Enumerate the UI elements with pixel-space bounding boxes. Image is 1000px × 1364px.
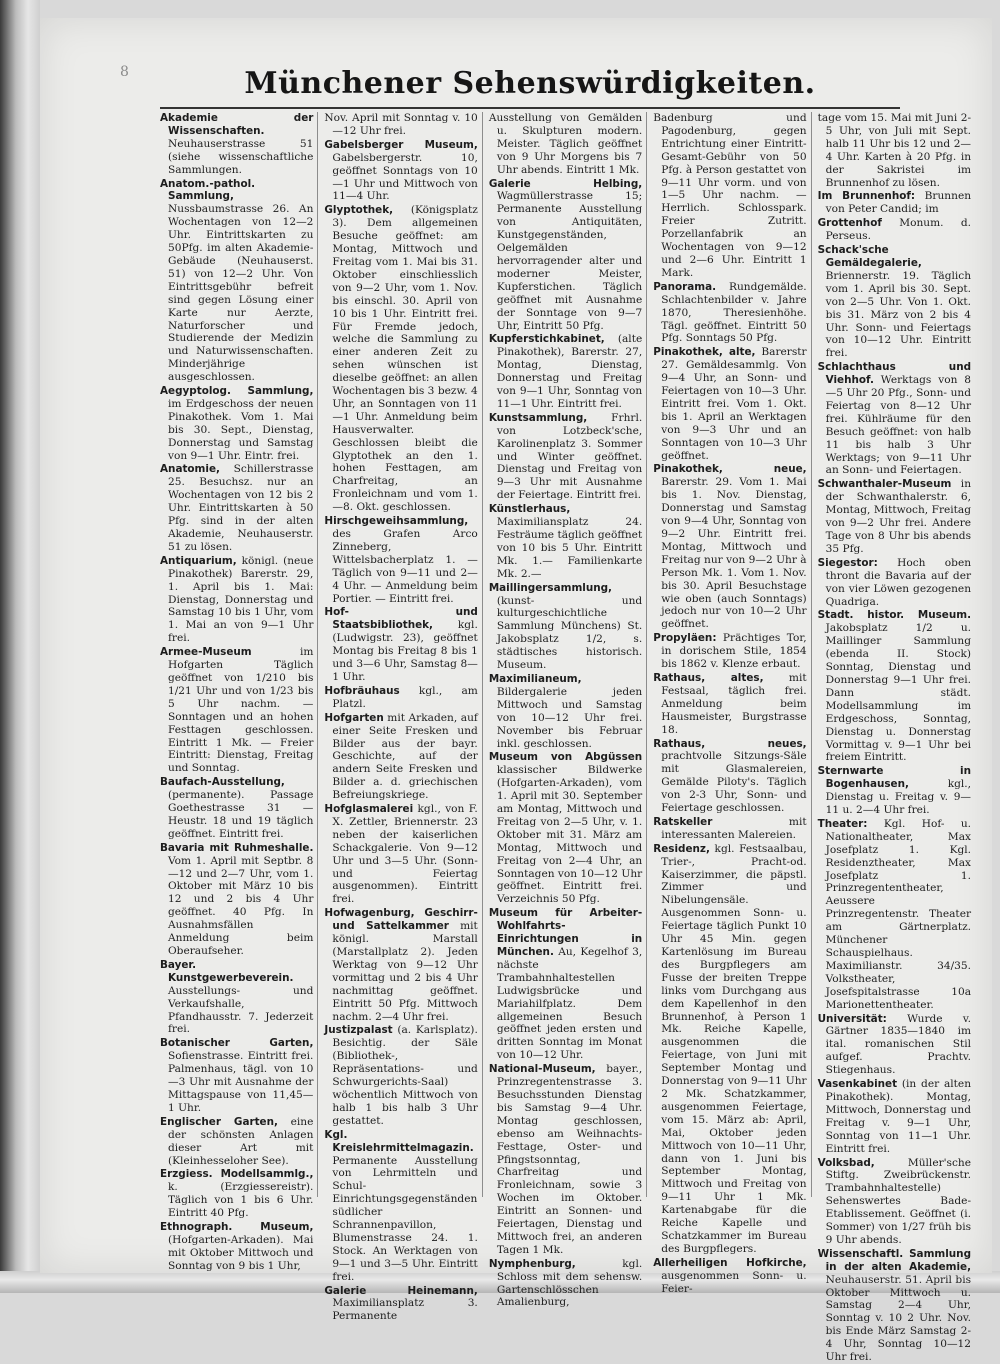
entry-heading: Baufach-Ausstellung,	[160, 776, 285, 789]
directory-entry	[653, 632, 806, 671]
directory-entry	[160, 842, 313, 958]
entry-heading: Gabelsberger Museum,	[324, 138, 478, 151]
directory-entry	[653, 112, 806, 280]
directory-entry	[818, 478, 971, 555]
entry-text: Maximiliansplatz 3. Permanente	[332, 1297, 478, 1323]
directory-entry	[818, 190, 971, 216]
entry-heading: Antiquarium,	[160, 554, 237, 567]
directory-entry	[818, 818, 971, 1012]
entry-heading: Hof- und Staatsbibliothek,	[324, 606, 478, 632]
entry-heading: Hofbräuhaus	[324, 684, 400, 697]
column-3	[488, 112, 647, 1309]
entry-text: im Hofgarten Täglich geöffnet von 1/210 bis 1/21 Uhr und von 1/23 bis 5 Uhr nachm. — Sonntagen und an hohen Festtagen geschlossen. Eintritt 1 Mk. — Freier Eintritt: Dienstag, Freitag und Sonntag.	[168, 646, 314, 775]
entry-text: Wurde v. Gärtner 1835—1840 im ital. romanischen Stil aufgef. Prachtv. Stiegenhaus.	[825, 1012, 972, 1077]
entry-text: ausgenommen Sonn- u. Feier-	[661, 1269, 807, 1295]
entry-text: Ausstellung von Gemälden u. Skulpturen modern. Meister. Täglich geöffnet von 9 Uhr Morgens bis 7 Uhr abends. Eintritt 1 Mk.	[488, 112, 643, 176]
entry-heading: Hirschgeweihsammlung,	[324, 515, 469, 528]
directory-entry	[324, 1285, 477, 1324]
entry-heading: Justizpalast	[324, 1024, 393, 1037]
entry-text: (a. Karlsplatz). Besichtig. der Säle (Bibliothek-, Repräsentations- und Schwurgerichts-Saal) wöchentlich Mittwoch von halb 1 bis halb 3 Uhr gestattet.	[332, 1024, 478, 1127]
entry-heading: Maximilianeum,	[488, 672, 582, 685]
entry-heading: Armee-Museum	[160, 646, 252, 659]
entry-heading: Aegyptolog. Sammlung,	[160, 385, 314, 398]
entry-heading: Rathaus, altes,	[653, 671, 764, 684]
entry-heading: Theater:	[817, 817, 868, 830]
directory-entry	[818, 244, 971, 360]
directory-entry	[818, 1157, 971, 1247]
entry-heading: Pinakothek, neue,	[653, 463, 807, 476]
entry-text: Kgl. Hof- u. Nationaltheater, Max Josefplatz 1. Kgl. Residenztheater, Max Josefplatz 1. Prinzregententheater, Aeussere Prinzregentenstr. Theater am Gärtnerplatz. Münchener Schauspielhaus. Maximilianstr. 34/35. Volkstheater, Josefspitalstrasse 10a Marionettentheater.	[825, 817, 972, 1011]
entry-heading: Kupferstichkabinet,	[488, 333, 605, 346]
entry-text: in der Schwanthalerstr. 6, Montag, Mittwoch, Freitag von 9—2 Uhr frei. Andere Tage von 8 Uhr bis abends 35 Pfg.	[825, 478, 972, 555]
entry-text: Nussbaumstrasse 26. An Wochentagen von 12—2 Uhr. Eintrittskarten zu 50Pfg. im alten Akademie-Gebäude (Neuhauserst. 51) von 12—2 Uhr. Von Eintrittsgebühr befreit sind gegen Lösung einer Karte nur Aerzte, Naturforscher und Studierende der Medizin und Naturwissenschaften. Minderjährige ausgeschlossen.	[168, 203, 314, 384]
entry-text: (kunst- und kulturgeschichtliche Sammlung Münchens) St. Jakobsplatz 1/2, s. städtisches historisch. Museum.	[496, 594, 643, 672]
column-4	[653, 112, 811, 1295]
directory-entry	[489, 178, 642, 333]
entry-text: kgl., von F. X. Zettler, Briennerstr. 23 neben der kaiserlichen Schackgalerie. Von 9—12 Uhr und 3—5 Uhr. (Sonn- und Feiertag ausgenommen). Eintritt frei.	[332, 803, 478, 906]
directory-entry	[324, 139, 477, 204]
entry-heading: Volksbad,	[817, 1156, 875, 1169]
directory-entry	[489, 907, 642, 1062]
entry-text: (alte Pinakothek), Barerstr. 27, Montag, Dienstag, Donnerstag und Freitag von 9—1 Uhr, Sonntag von 11—1 Uhr. Eintritt frei.	[496, 333, 643, 410]
entry-heading: Ethnograph. Museum,	[160, 1221, 314, 1234]
directory-entry	[160, 776, 313, 841]
directory-entry	[653, 281, 806, 346]
directory-entry	[324, 1024, 477, 1127]
directory-entry	[818, 1013, 971, 1078]
directory-entry	[324, 907, 477, 1023]
directory-entry	[489, 582, 642, 672]
column-1	[160, 112, 318, 1272]
entry-text: Monum. d. Perseus.	[825, 217, 972, 243]
entry-heading: Bavaria mit Ruhmeshalle.	[160, 841, 314, 854]
entry-heading: Vasenkabinet	[817, 1078, 898, 1091]
entry-text: des Grafen Arco Zinneberg, Wittelsbacherplatz 1. — Täglich von 9—11 und 2—4 Uhr. — Anmeldung beim Portier. — Eintritt frei.	[332, 528, 478, 605]
entry-heading: Galerie Helbing,	[488, 177, 643, 190]
entry-heading: Künstlerhaus,	[488, 503, 571, 516]
entry-heading: Erzgiess. Modellsammlg.,	[160, 1168, 314, 1181]
directory-entry	[653, 843, 806, 1256]
entry-text: Werktags von 8—5 Uhr 20 Pfg., Sonn- und Feiertag von 8—12 Uhr frei. Kühlräume für den Besuch geöffnet: von halb 11 bis halb 3 Uhr Werktags; von 9—11 Uhr an Sonn- und Feiertagen.	[825, 374, 972, 477]
directory-entry	[489, 333, 642, 410]
directory-entry	[489, 503, 642, 580]
entry-heading: Universität:	[817, 1012, 887, 1025]
entry-text: prachtvolle Sitzungs-Säle mit Glasmalereien, Gemälde Piloty's. Täglich von 2-3 Uhr, Sonn- und Feiertage geschlossen.	[661, 750, 807, 815]
entry-text: Ausstellungs- und Verkaufshalle, Pfandhausstr. 7. Jederzeit frei.	[168, 984, 314, 1036]
entry-text: (Königsplatz 3). Dem allgemeinen Besuche geöffnet: am Montag, Mittwoch und Freitag vom 1. Mai bis 31. Oktober einschliesslich von 9—2 Uhr, vom 1. Nov. bis einschl. 30. April von 10 bis 1 Uhr. Eintritt frei. Für Fremde jedoch, welche die Sammlung zu einer anderen Zeit zu sehen wünschen ist dieselbe geöffnet: an allen Wochentagen bis 3 bezw. 4 Uhr, an Sonntagen von 11—1 Uhr. Anmeldung beim Hausverwalter. Geschlossen bleibt die Glyptothek an den 1. hohen Festtagen, am Charfreitag, an Fronleichnam und vom 1.—8. Okt. geschlossen.	[332, 204, 478, 514]
directory-entry	[653, 738, 806, 815]
directory-entry	[160, 646, 313, 775]
entry-heading: Residenz,	[653, 842, 710, 855]
entry-heading: Siegestor:	[817, 556, 878, 569]
entry-text: (in der alten Pinakothek). Montag, Mittwoch, Donnerstag und Freitag v. 9—1 Uhr, Sonntag von 11—1 Uhr. Eintritt frei.	[825, 1078, 972, 1155]
directory-entry	[818, 609, 971, 764]
entry-heading: Rathaus, neues,	[653, 737, 807, 750]
entry-text: Frhrl. von Lotzbeck'sche, Karolinenplatz 3. Sommer und Winter geöffnet. Dienstag und Freitag von 9—3 Uhr mit Ausnahme der Feiertage. Eintritt frei.	[496, 411, 643, 502]
directory-entry	[818, 217, 971, 243]
entry-text: Barerstr 27. Gemäldesammlg. Von 9—4 Uhr, an Sonn- und Feiertagen von 10—3 Uhr. Eintritt frei. Vom 1. Okt. bis 1. April an Werktagen von 9—3 Uhr und an Sonntagen von 10—3 Uhr geöffnet.	[661, 346, 807, 462]
entry-heading: Sternwarte in Bogenhausen,	[817, 765, 972, 791]
entry-heading: Anatomie,	[160, 463, 220, 476]
directory-entry	[653, 816, 806, 842]
directory-entry	[160, 1168, 313, 1220]
entry-heading: Botanischer Garten,	[160, 1037, 314, 1050]
entry-text: Permanente Ausstellung von Lehrmitteln und Schul-Einrichtungsgegenständen südlicher Schrannenpavillon, Blumenstrasse 24. 1. Stock. An Werktagen von 9—1 und 3—5 Uhr. Eintritt frei.	[332, 1154, 478, 1283]
directory-entry	[324, 1129, 477, 1284]
entry-text: kgl. Schloss mit dem sehensw. Gartenschlösschen Amalienburg,	[496, 1257, 643, 1309]
entry-text: Hoch oben thront die Bavaria auf der von vier Löwen gezogenen Quadriga.	[825, 556, 972, 608]
entry-heading: Kgl. Kreislehrmittelmagazin.	[324, 1128, 474, 1154]
column-2	[324, 112, 482, 1323]
directory-entry	[489, 412, 642, 502]
entry-heading: Allerheiligen Hofkirche,	[653, 1256, 807, 1269]
entry-text: tage vom 15. Mai mit Juni 2-5 Uhr, von Juli mit Sept. halb 11 Uhr bis 12 und 2—4 Uhr. Karten à 20 Pfg. in der Sakristei im Brunnenhof zu lösen.	[817, 112, 972, 189]
directory-entry	[653, 346, 806, 462]
directory-entry	[489, 1258, 642, 1310]
entry-heading: Schlachthaus und Viehhof.	[817, 361, 972, 387]
directory-entry	[324, 112, 477, 138]
directory-entry	[818, 361, 971, 477]
directory-entry	[160, 959, 313, 1036]
directory-entry	[489, 1063, 642, 1257]
entry-heading: Museum für Arbeiter-Wohlfahrts-Einrichtungen in München.	[488, 907, 643, 958]
entry-heading: Hofglasmalerei	[324, 803, 414, 816]
directory-entry	[160, 178, 313, 385]
entry-text: Jakobsplatz 1/2 u. Maillinger Sammlung (ebenda II. Stock) Sonntag, Dienstag und Donnerstag 9—1 Uhr frei. Dann städt. Modellsammlung im Erdgeschoss, Sonntag, Dienstag u. Donnerstag Vormittag v. 9—1 Uhr bei freiem Eintritt.	[825, 622, 972, 764]
entry-heading: Glyptothek,	[324, 204, 394, 217]
entry-heading: Schwanthaler-Museum	[817, 478, 952, 491]
directory-entry	[489, 112, 642, 177]
entry-heading: Hofwagenburg, Geschirr- und Sattelkammer	[324, 907, 478, 933]
entry-heading: Kunstsammlung,	[488, 411, 588, 424]
directory-entry	[324, 515, 477, 605]
entry-text: Au, Kegelhof 3, nächste Trambahnhaltestellen Ludwigsbrücke und Mariahilfplatz. Dem allgemeinen Besuch geöffnet jeden ersten und dritten Sonntag im Monat von 10—12 Uhr.	[496, 946, 643, 1062]
entry-heading: Pinakothek, alte,	[653, 346, 756, 359]
entry-heading: Propyläen:	[653, 632, 717, 645]
directory-entry	[653, 463, 806, 631]
entry-text: Gabelsbergerstr. 10, geöffnet Sonntags von 10—1 Uhr und Mittwoch von 11—4 Uhr.	[332, 151, 478, 203]
entry-text: Briennerstr. 19. Täglich vom 1. April bis 30. Sept. von 2—5 Uhr. Von 1. Okt. bis 31. März von 2 bis 4 Uhr. Sonn- und Feiertags von 10—12 Uhr. Eintritt frei.	[825, 269, 972, 360]
entry-text: klassischer Bildwerke (Hofgarten-Arkaden), vom 1. April mit 30. September am Montag, Mittwoch und Freitag von 2—5 Uhr, v. 1. Oktober mit 31. März am Montag, Mittwoch und Freitag von 2—4 Uhr, an Sonntagen von 10—12 Uhr geöffnet. Eintritt frei. Verzeichnis 50 Pfg.	[496, 764, 643, 906]
book-spine-edge	[0, 0, 40, 1293]
directory-entry	[818, 112, 971, 189]
directory-entry	[324, 204, 477, 514]
entry-text: kgl., am Platzl.	[332, 684, 478, 710]
entry-heading: Akademie der Wissenschaften.	[160, 112, 314, 137]
directory-entry	[653, 672, 806, 737]
directory-entry	[818, 1078, 971, 1155]
entry-heading: Panorama.	[653, 280, 717, 293]
directory-entry	[818, 765, 971, 817]
entry-text: Nov. April mit Sonntag v. 10—12 Uhr frei.	[324, 112, 478, 137]
directory-entry	[324, 606, 477, 683]
directory-entry	[818, 1248, 971, 1364]
entry-text: mit Arkaden, auf einer Seite Fresken und Bilder aus der bayr. Geschichte, auf der andern Seite Fresken und Bilder a. d. griechischen Befreiungskriege.	[332, 711, 478, 802]
entry-heading: Englischer Garten,	[160, 1115, 278, 1128]
entry-heading: Museum von Abgüssen	[488, 751, 643, 764]
entry-text: mit königl. Marstall (Marstallplatz 2). Jeden Werktag von 9—12 Uhr vormittag und 2 bis 4 Uhr nachmittag geöffnet. Eintritt 50 Pfg. Mittwoch nachm. 2—4 Uhr frei.	[332, 920, 478, 1023]
entry-text: Neuhauserstrasse 51 (siehe wissenschaftliche Sammlungen.	[168, 137, 314, 176]
entry-heading: Im Brunnenhof:	[817, 190, 916, 203]
column-5	[817, 112, 975, 1364]
entry-heading: Schack'sche Gemäldegalerie,	[817, 244, 922, 269]
entry-text: Badenburg und Pagodenburg, gegen Entrichtung einer Eintritt-Gesamt-Gebühr von 50 Pfg. à Person gestattet von 9—11 Uhr vorm. und von 1—5 Uhr nachm. — Herrlich. Schlosspark. Freier Zutritt. Porzellanfabrik an Wochentagen von 9—12 und 2—6 Uhr. Eintritt 1 Mark.	[653, 112, 807, 279]
entry-text: Schillerstrasse 25. Besuchsz. nur an Wochentagen von 12 bis 2 Uhr. Eintrittskarten à 50 Pfg. sind in der alten Akademie, Neuhauserstr. 51 zu lösen.	[168, 463, 314, 553]
entry-text: bayer., Prinzregentenstrasse 3. Besuchsstunden Dienstag bis Samstag 9—4 Uhr. Montag geschlossen, ebenso am Weihnachts-Festtage, Oster- und Pfingstsonntag, Charfreitag und Fronleichnam, sowie 3 Wochen im Oktober. Eintritt an Sonnen- und Feiertagen, Dienstag und Mittwoch frei, an anderen Tagen 1 Mk.	[496, 1063, 643, 1256]
directory-entry	[324, 685, 477, 711]
directory-entry	[818, 557, 971, 609]
entry-heading: Hofgarten	[324, 711, 384, 724]
entry-text: königl. (neue Pinakothek) Barerstr. 29, 1. April bis 1. Mai: Dienstag, Donnerstag und Samstag 10 bis 1 Uhr, vom 1. Mai an von 9—1 Uhr frei.	[168, 554, 314, 645]
entry-text: im Erdgeschoss der neuen Pinakothek. Vom 1. Mai bis 30. Sept., Dienstag, Donnerstag und Samstag von 9—1 Uhr. Eintr. frei.	[168, 397, 314, 462]
entry-text: mit Festsaal, täglich frei. Anmeldung beim Hausmeister, Burgstrasse 18.	[661, 671, 807, 736]
entry-text: Neuhauserstr. 51. April bis Oktober Mittwoch u. Samstag 2—4 Uhr, Sonntag v. 10 2 Uhr. Nov. bis Ende März Samstag 2-4 Uhr, Sonntag 10—12 Uhr frei.	[825, 1273, 972, 1364]
page-number: 8	[120, 64, 129, 80]
entry-heading: Anatom.-pathol. Sammlung,	[160, 177, 256, 203]
directory-entry	[160, 463, 313, 553]
directory-entry	[160, 555, 313, 645]
directory-entry	[160, 112, 313, 177]
entry-heading: Bayer. Kunstgewerbeverein.	[160, 958, 294, 984]
entry-heading: Galerie Heinemann,	[324, 1284, 478, 1297]
entry-heading: Ratskeller	[653, 815, 713, 828]
entry-text: kgl., Dienstag u. Freitag v. 9—11 u. 2—4 Uhr frei.	[825, 778, 972, 817]
entry-heading: Grottenhof	[817, 217, 882, 230]
entry-text: Wagmüllerstrasse 15; Permanente Ausstellung von Antiquitäten, Kunstgegenständen, Oelgemälden hervorragender alter und moderner Meister, Kupferstichen. Täglich geöffnet mit Ausnahme der Sonntage von 9—7 Uhr, Eintritt 50 Pfg.	[496, 190, 643, 332]
entry-text: kgl. (Ludwigstr. 23), geöffnet Montag bis Freitag 8 bis 1 und 3—6 Uhr, Samstag 8—1 Uhr.	[332, 619, 478, 683]
entry-heading: Stadt. histor. Museum.	[817, 609, 972, 622]
entry-text: Müller'sche Stiftg. Zweibrückenstr. Trambahnhaltestelle) Sehenswertes Bade-Etablissement. Geöffnet (i. Sommer) von 1/27 früh bis 9 Uhr abends.	[825, 1156, 972, 1246]
entry-text: k. (Erzgiessereistr). Täglich von 1 bis 6 Uhr. Eintritt 40 Pfg.	[168, 1181, 314, 1220]
directory-entry	[160, 1116, 313, 1168]
entry-text: Sofienstrasse. Eintritt frei. Palmenhaus, tägl. von 10—3 Uhr mit Ausnahme der Mittagspause von 11,45—1 Uhr.	[168, 1050, 314, 1114]
text-columns	[160, 112, 975, 1364]
entry-text: Maximiliansplatz 24. Festräume täglich geöffnet von 10 bis 5 Uhr. Eintritt Mk. 1.— Familienkarte Mk. 2.—	[496, 516, 643, 580]
entry-text: Brunnen von Peter Candid; im	[825, 190, 972, 216]
directory-entry	[653, 1257, 806, 1296]
directory-entry	[489, 673, 642, 750]
entry-heading: Wissenschaftl. Sammlung in der alten Akademie,	[817, 1247, 972, 1273]
entry-text: Barerstr. 29. Vom 1. Mai bis 1. Nov. Dienstag, Donnerstag und Samstag von 9—4 Uhr, Sonntag von 9—2 Uhr. Eintritt frei. Montag, Mittwoch und Freitag nur von 9—2 Uhr à Person Mk. 1. Vom 1. Nov. bis 30. April Besuchstage wie oben (auch Sonntags) jedoch nur von 10—2 Uhr geöffnet.	[661, 476, 807, 631]
page-title: Münchener Sehenswürdigkeiten.	[160, 66, 900, 109]
entry-text: kgl. Festsaalbau, Trier-, Pracht-od. Kaiserzimmer, die päpstl. Zimmer und Nibelungensäle. Ausgenommen Sonn- u. Feiertage täglich Punkt 10 Uhr 45 Min. gegen Kartenlösung im Bureau des Burgpflegers am Fusse der breiten Treppe links vom Durchgang aus dem Kapellenhof in den Brunnenhof, à Person 1 Mk. Reiche Kapelle, ausgenommen die Feiertage, von Juni mit September Montag und Donnerstag von 9—11 Uhr 2 Mk. Schatzkammer, ausgenommen Feiertage, vom 15. März ab: April, Mai, Oktober jeden Mittwoch von 10—11 Uhr, dann von 1. Juni bis September Montag, Mittwoch und Freitag von 9—11 Uhr 1 Mk. Kartenabgabe für die Reiche Kapelle und Schatzkammer im Bureau des Burgpflegers.	[661, 842, 807, 1255]
directory-entry	[160, 1221, 313, 1273]
entry-heading: National-Museum,	[488, 1063, 596, 1076]
entry-text: Vom 1. April mit Septbr. 8—12 und 2—7 Uhr, vom 1. Oktober mit März 10 bis 12 und 2 bis 4 Uhr geöffnet. 40 Pfg. In Ausnahmsfällen Anmeldung beim Oberaufseher.	[168, 854, 314, 957]
entry-text: mit interessanten Malereien.	[661, 815, 807, 841]
directory-entry	[160, 1037, 313, 1114]
entry-text: (Hofgarten-Arkaden). Mai mit Oktober Mittwoch und Sonntag von 9 bis 1 Uhr,	[168, 1233, 314, 1272]
directory-entry	[489, 751, 642, 906]
entry-text: Bildergalerie jeden Mittwoch und Samstag von 10—12 Uhr frei. November bis Februar inkl. geschlossen.	[496, 685, 643, 750]
directory-entry	[324, 803, 477, 906]
entry-text: (permanente). Passage Goethestrasse 31 — Heustr. 18 und 19 täglich geöffnet. Eintritt frei.	[168, 789, 314, 840]
entry-heading: Maillingersammlung,	[488, 581, 613, 594]
entry-text: Prächtiges Tor, in dorischem Stile, 1854 bis 1862 v. Klenze erbaut.	[661, 632, 807, 671]
directory-entry	[160, 385, 313, 462]
entry-text: Rundgemälde. Schlachtenbilder v. Jahre 1870, Theresienhöhe. Tägl. geöffnet. Eintritt 50 Pfg. Sonntags 50 Pfg.	[661, 280, 807, 345]
directory-entry	[324, 712, 477, 802]
entry-text: eine der schönsten Anlagen dieser Art mit (Kleinhesseloher See).	[168, 1115, 314, 1167]
entry-heading: Nymphenburg,	[488, 1257, 576, 1270]
